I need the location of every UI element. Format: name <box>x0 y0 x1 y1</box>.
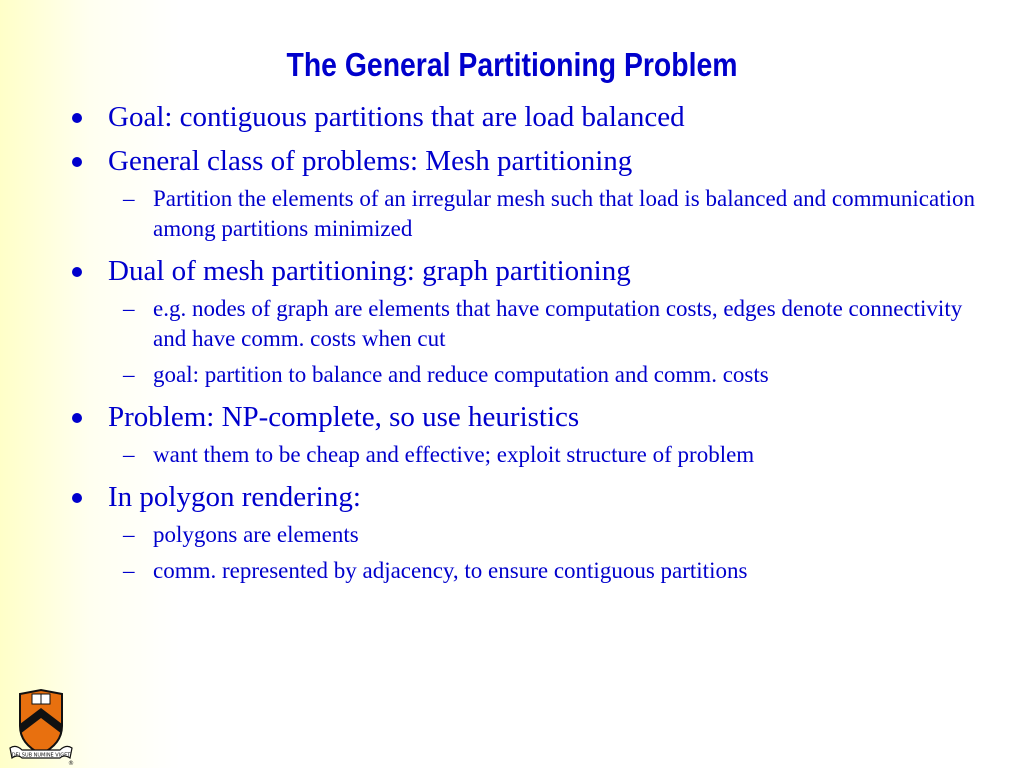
bullet-dot-icon <box>72 157 82 167</box>
dash-icon: – <box>123 522 135 547</box>
princeton-shield-icon <box>8 686 74 766</box>
bullet-text: In polygon rendering: <box>108 481 361 513</box>
dash-icon: – <box>123 186 135 211</box>
logo-motto: DEI SUB NUMINE VIGET <box>11 752 71 759</box>
sub-bullet-item <box>70 294 990 354</box>
sub-bullet-text: Partition the elements of an irregular mesh such that load is balanced and communication among partitions minimized <box>153 186 976 241</box>
bullet-dot-icon <box>72 113 82 123</box>
bullet-dot-icon <box>72 267 82 277</box>
bullet-list <box>70 100 990 596</box>
bullet-item-problem <box>70 400 990 434</box>
sub-bullet-item <box>70 184 990 244</box>
sub-bullet-text: polygons are elements <box>153 522 359 547</box>
bullet-text: Dual of mesh partitioning: graph partitioning <box>108 255 631 287</box>
sub-bullet-text: e.g. nodes of graph are elements that have computation costs, edges denote connectivity and have comm. costs when cut <box>153 296 963 351</box>
sub-bullet-text: comm. represented by adjacency, to ensure contiguous partitions <box>153 558 748 583</box>
bullet-text: Problem: NP-complete, so use heuristics <box>108 401 580 433</box>
bullet-dot-icon <box>72 493 82 503</box>
slide-title: The General Partitioning Problem <box>286 46 738 83</box>
sub-bullet-text: goal: partition to balance and reduce computation and comm. costs <box>153 362 769 387</box>
sub-bullet-item <box>70 360 990 390</box>
bullet-item-general-class <box>70 144 990 178</box>
bullet-item-goal <box>70 100 990 134</box>
dash-icon: – <box>123 442 135 467</box>
bullet-dot-icon <box>72 413 82 423</box>
dash-icon: – <box>123 296 135 321</box>
bullet-text: General class of problems: Mesh partitioning <box>108 145 633 177</box>
sub-bullet-item <box>70 520 990 550</box>
dash-icon: – <box>123 558 135 583</box>
sub-bullet-item <box>70 556 990 586</box>
registered-mark: ® <box>68 760 74 766</box>
dash-icon: – <box>123 362 135 387</box>
bullet-text: Goal: contiguous partitions that are load balanced <box>108 101 685 133</box>
sub-bullet-text: want them to be cheap and effective; exploit structure of problem <box>153 442 755 467</box>
bullet-item-dual <box>70 254 990 288</box>
bullet-item-polygon <box>70 480 990 514</box>
sub-bullet-item <box>70 440 990 470</box>
